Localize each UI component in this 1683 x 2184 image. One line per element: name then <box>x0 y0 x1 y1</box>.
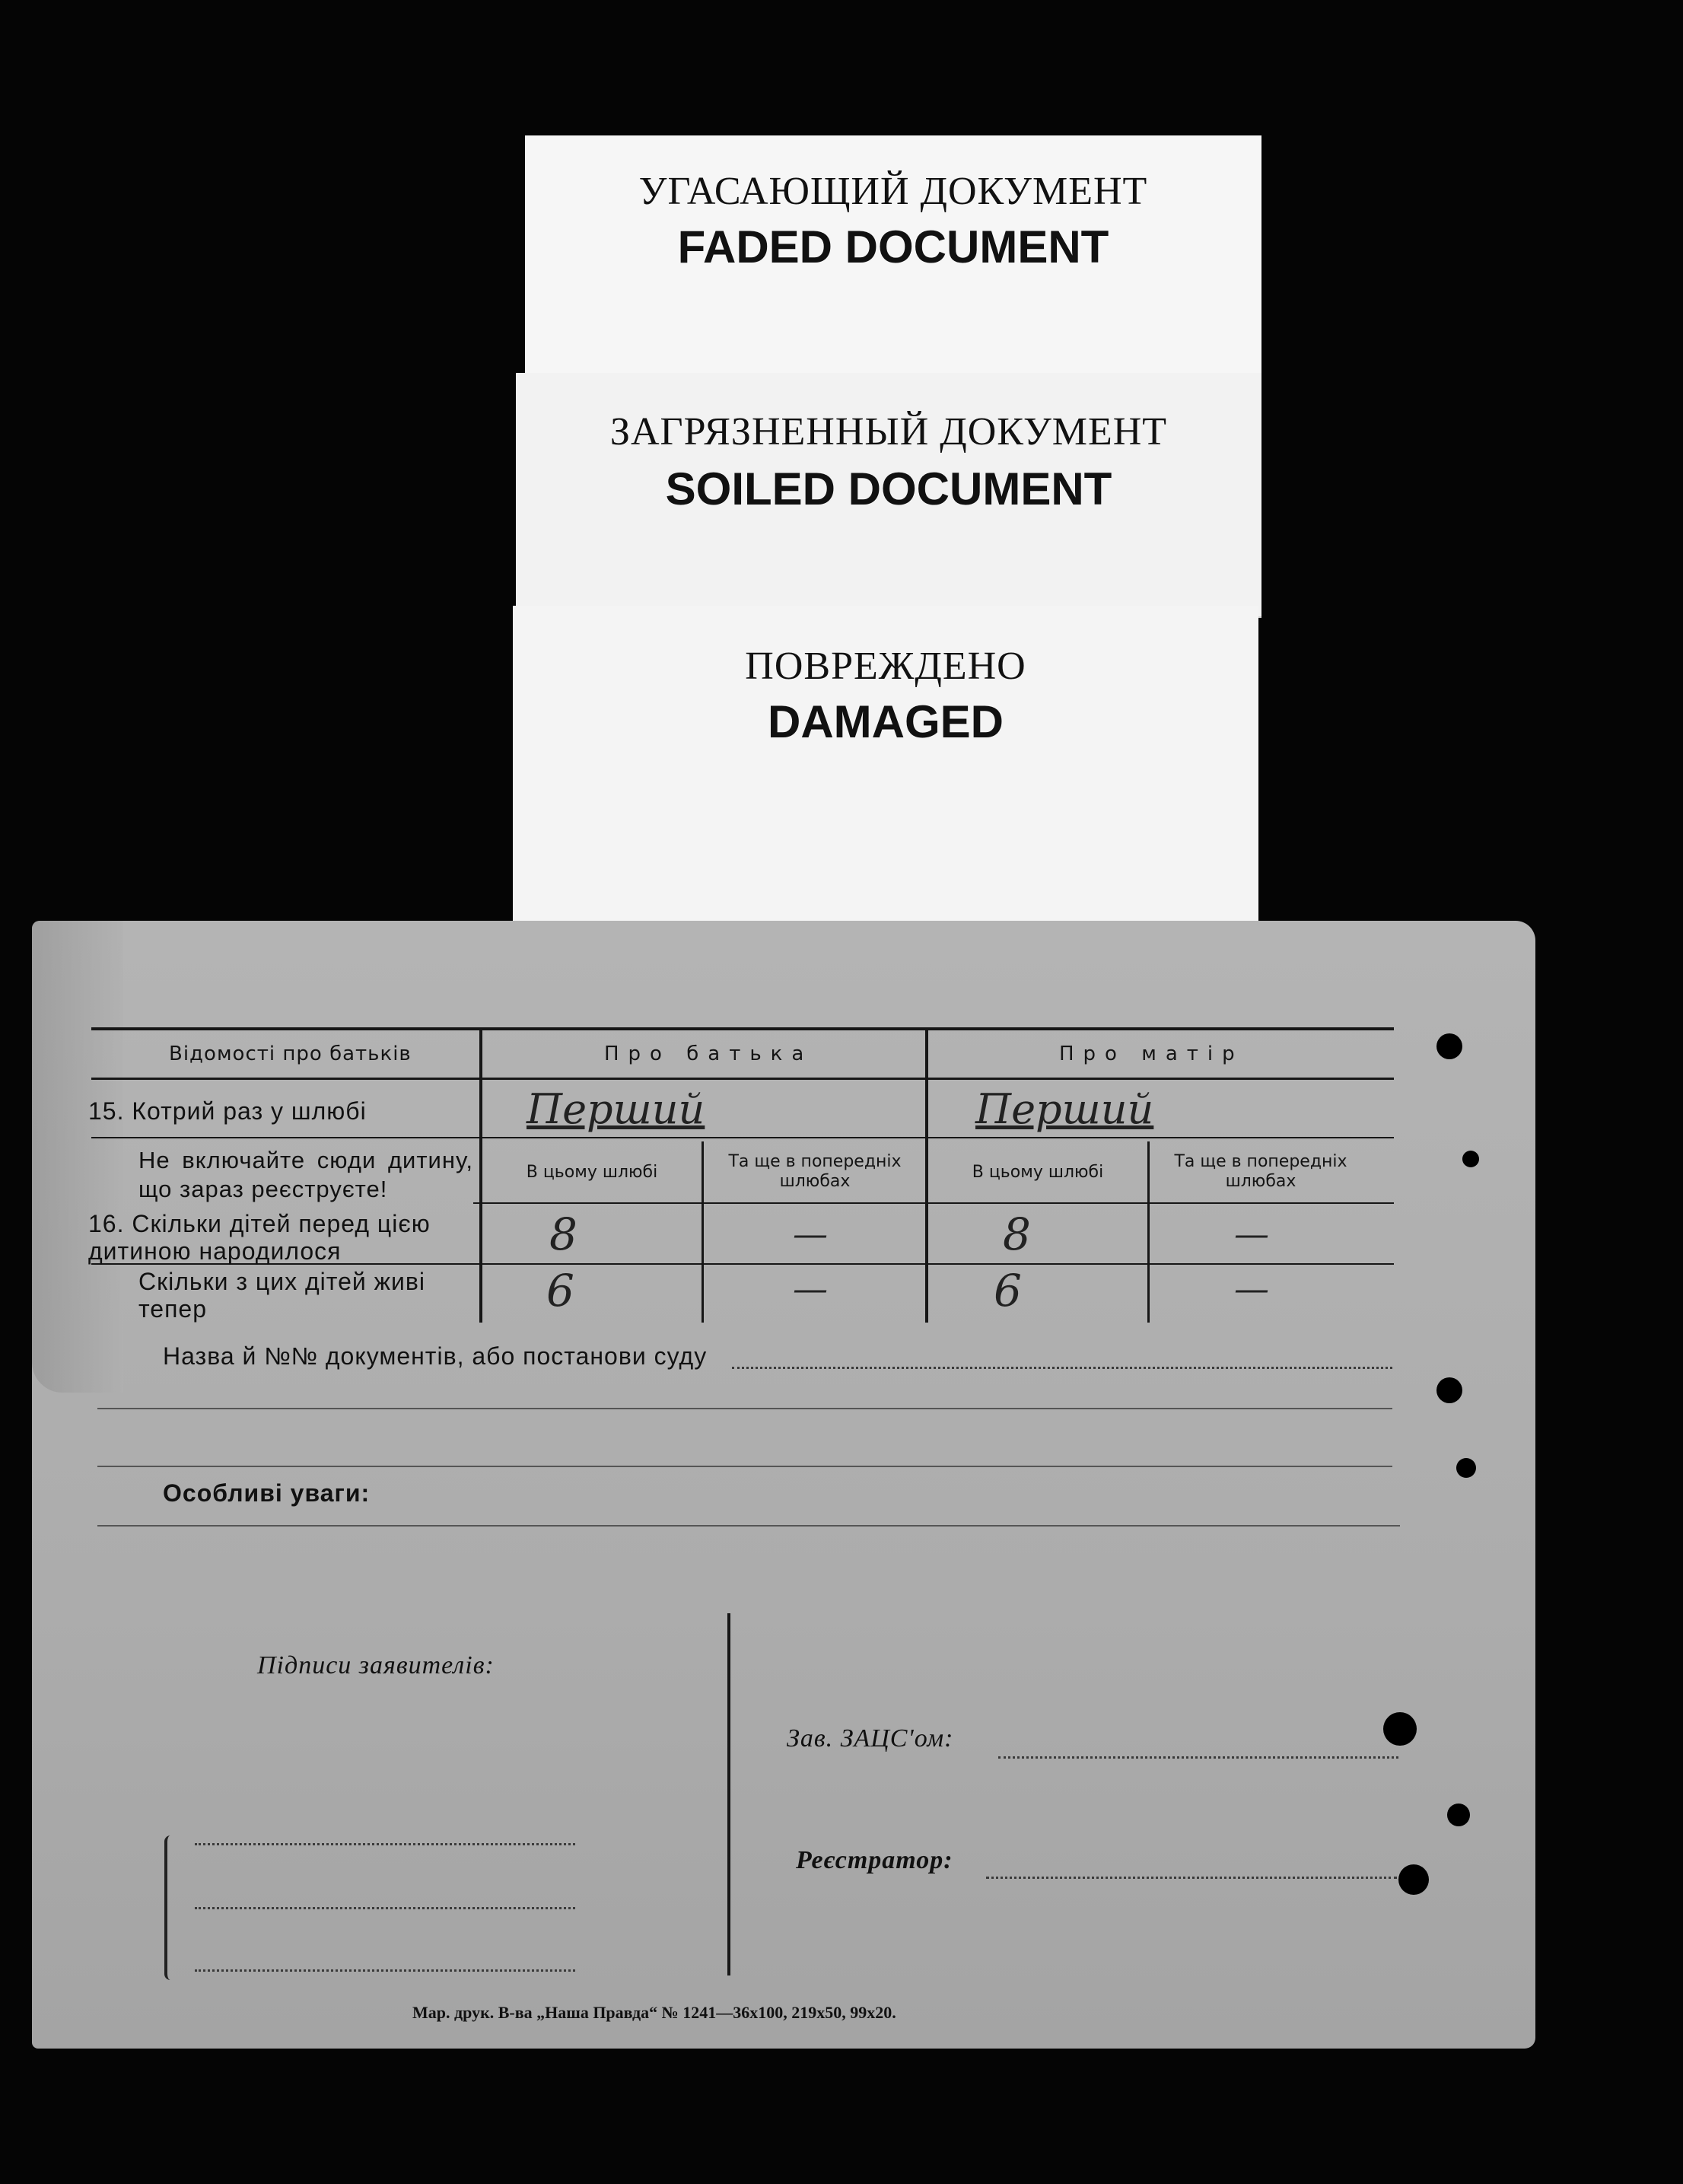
applicant-signature-line-1 <box>195 1843 575 1845</box>
applicant-signature-line-2 <box>195 1907 575 1909</box>
binding-hole <box>1447 1804 1470 1826</box>
father-previous-marriages-header: Та ще в попередніх шлюбах <box>728 1152 902 1191</box>
documents-line-3 <box>97 1466 1392 1467</box>
row16b-father-this: 6 <box>546 1265 574 1316</box>
row16b-mother-prev: — <box>1234 1268 1269 1309</box>
header-parents-info: Відомості про батьків <box>169 1043 412 1065</box>
header-about-father: Про батька <box>604 1043 813 1065</box>
damaged-document-slip <box>513 606 1258 925</box>
binding-hole <box>1456 1458 1476 1478</box>
row15-label: 15. Котрий раз у шлюбі <box>88 1097 367 1125</box>
remarks-line <box>97 1525 1400 1527</box>
subheader-rule <box>473 1202 1394 1204</box>
row15-rule <box>91 1137 1394 1138</box>
remarks-label: Особливі уваги: <box>163 1479 371 1507</box>
binding-hole <box>1436 1033 1462 1059</box>
slip-english-text: SOILED DOCUMENT <box>665 463 1112 514</box>
registry-head-signature-line <box>998 1756 1398 1759</box>
row16-father-prev: — <box>793 1213 828 1254</box>
slip-english-text: FADED DOCUMENT <box>677 221 1109 272</box>
slip-russian-text: ПОВРЕЖДЕНО <box>745 645 1026 688</box>
registration-form-sheet <box>32 921 1535 2049</box>
signature-bracket <box>164 1835 175 1980</box>
binding-hole <box>1436 1377 1462 1403</box>
mother-previous-marriages-header: Та ще в попередніх шлюбах <box>1174 1152 1347 1191</box>
row15-father-value: Перший <box>527 1085 705 1133</box>
row16b-label: Скільки з цих дітей живі тепер <box>138 1268 426 1323</box>
applicant-signature-line-3 <box>195 1969 575 1972</box>
binding-hole <box>1398 1864 1429 1895</box>
row16b-mother-this: 6 <box>994 1265 1022 1316</box>
row16-label: 16. Скільки дітей перед цією дитиною народилося <box>88 1210 431 1265</box>
documents-line-1 <box>732 1367 1392 1369</box>
row16-mother-prev: — <box>1234 1213 1269 1254</box>
registrar-signature-line <box>986 1877 1397 1879</box>
soiled-document-slip <box>516 373 1261 616</box>
row16b-father-prev: — <box>793 1268 828 1309</box>
slip-english-text: DAMAGED <box>768 696 1004 747</box>
header-about-mother: Про матір <box>1059 1043 1244 1065</box>
slip-russian-text: ЗАГРЯЗНЕННЫЙ ДОКУМЕНТ <box>609 410 1168 454</box>
documents-label: Назва й №№ документів, або постанови суду <box>163 1342 708 1370</box>
table-header-rule <box>91 1078 1394 1080</box>
printer-imprint: Мар. друк. В-ва „Наша Правда“ № 1241—36х100, 219х50, 99х20. <box>412 2003 896 2022</box>
signature-divider <box>727 1613 730 1975</box>
documents-line-2 <box>97 1408 1392 1409</box>
torn-edge <box>32 921 123 1393</box>
registry-head-label: Зав. ЗАЦС'ом: <box>787 1724 954 1753</box>
row15-mother-value: Перший <box>975 1085 1154 1133</box>
table-top-rule <box>91 1027 1394 1030</box>
col-divider-father-sub <box>702 1141 704 1323</box>
row16-father-this: 8 <box>549 1208 577 1260</box>
col-divider-mother-sub <box>1147 1141 1150 1323</box>
father-this-marriage-header: В цьому шлюбі <box>526 1163 658 1182</box>
binding-hole <box>1383 1712 1417 1746</box>
faded-document-slip <box>525 135 1261 379</box>
note-label: Не включайте сюди дитину, що зараз реєструєте! <box>138 1147 473 1202</box>
binding-hole <box>1462 1151 1479 1167</box>
slip-russian-text: УГАСАЮЩИЙ ДОКУМЕНТ <box>638 170 1148 213</box>
applicants-signatures-label: Підписи заявителів: <box>257 1651 495 1679</box>
row16-mother-this: 8 <box>1003 1208 1031 1260</box>
mother-this-marriage-header: В цьому шлюбі <box>972 1163 1104 1182</box>
registrar-label: Реєстратор: <box>796 1846 953 1874</box>
